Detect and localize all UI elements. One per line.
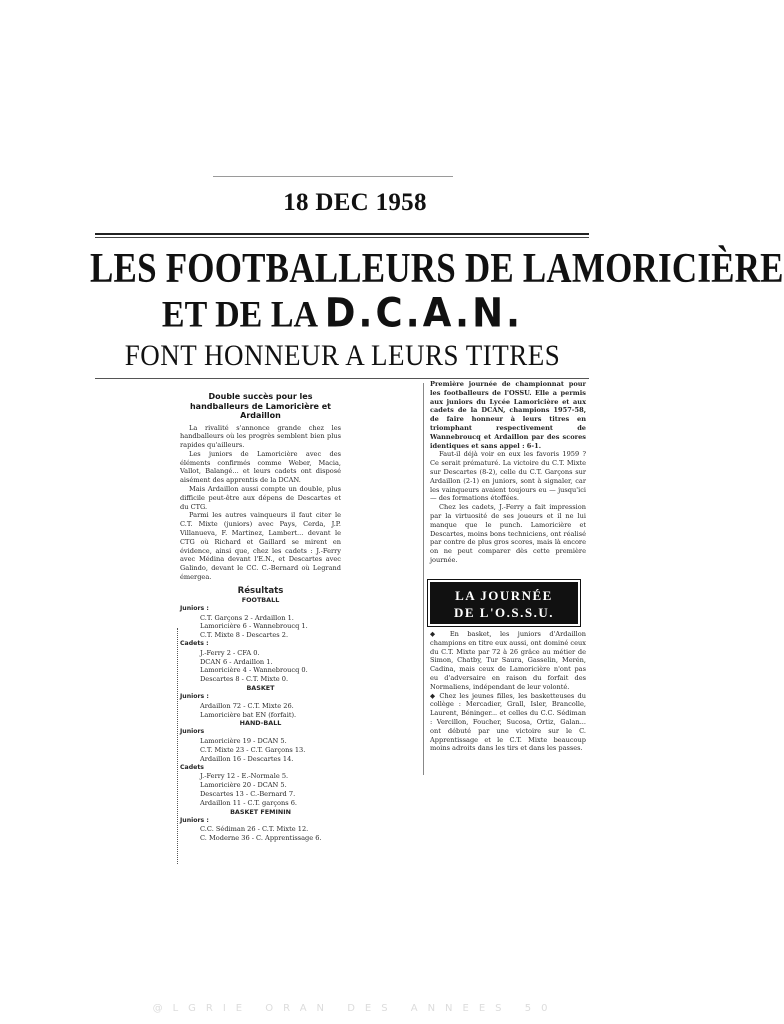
results-score-line: Descartes 13 - C.-Bernard 7. (200, 789, 296, 798)
results-score-line: Ardaillon 11 - C.T. garçons 6. (200, 798, 298, 807)
left-article-paragraph: Mais Ardaillon aussi compte un double, plus difficile peut-être aux dépens de Descartes et du CTG. (180, 485, 341, 511)
results-score-line: Lamoricière 19 - DCAN 5. (200, 737, 287, 746)
results-score-line: C.T. Mixte 23 - C.T. Garçons 13. (200, 746, 306, 754)
results-sport-heading: HAND-BALL (239, 719, 282, 728)
left-article (180, 392, 341, 843)
left-article-paragraph: Parmi les autres vainqueurs il faut citer le C.T. Mixte (juniors) avec Pays, Cerda, J.P. Villanueva, F. Martinez, Lambert... devant le CTG où Richard et Gaillard se mirent en évidence, ainsi que, chez les cadets : J.-Ferry avec Médina devant l'E.N., et Descartes avec Galindo, devant le CC. C.-Bernard où Legrand émergea. (180, 511, 341, 582)
headline-rule-top-thin (95, 237, 589, 238)
results-category: Cadets : (180, 640, 209, 648)
results-score-line: C.T. Garçons 2 - Ardaillon 1. (200, 613, 294, 622)
headline-rule-top (95, 233, 589, 235)
headline-line-1: LES FOOTBALLEURS DE LAMORICIÈRE (90, 244, 784, 292)
results-category: Juniors (180, 728, 205, 736)
right-article-paragraph: ◆ En basket, les juniors d'Ardaillon champions en titre eux aussi, ont dominé ceux du C.T. Mixte par 72 à 26 grâce au métier de Simon, Chatby, Tur Saura, Gasselin, Merén, Cadina, mais ceux de Lamoricière n'ont pas eu d'adversaire en raison du forfait des Normaliens, indépendant de leur volonté. (430, 630, 586, 691)
right-article-paragraph: ◆ Chez les jeunes filles, les basketteuses du collège : Mercadier, Grall, Isler, Brancolle, Laurent, Béninger... et celles du C.C. Sédiman : Vercillon, Foucher, Sucosa, Ortiz, Galan... ont débuté par une victoire sur le C. Apprentissage et le C.T. Mixte beaucoup moins adroits dans les tirs et dans les passes. (430, 691, 586, 753)
results-score-line: J.-Ferry 2 - CFA 0. (200, 648, 260, 657)
results-score-line: DCAN 6 - Ardaillon 1. (200, 657, 273, 666)
left-article-paragraph: La rivalité s'annonce grande chez les handballeurs où les progrès semblent bien plus rapides qu'ailleurs. (180, 423, 341, 450)
left-article-paragraph: Les juniors de Lamoricière avec des éléments confirmés comme Weber, Macia, Vallot, Balangé... et leurs cadets ont disposé aisément des apprentis de la DCAN. (180, 449, 341, 485)
results-score-line: C. Moderne 36 - C. Apprentissage 6. (200, 834, 322, 843)
right-article-paragraph: Faut-il déjà voir en eux les favoris 1959 ? Ce serait prématuré. La victoire du C.T. Mixte sur Descartes (8-2), celle du C.T. Garçons sur Ardaillon (2-1) en juniors, sont à signaler, car les vainqueurs avaient toujours eu — jusqu'ici — des formations étoffées. (430, 450, 586, 503)
results-category: Juniors : (180, 816, 209, 824)
results-score-line: Lamoricière 20 - DCAN 5. (200, 781, 287, 790)
results-category: Juniors : (180, 604, 209, 612)
headline-line-2-prefix: ET DE LA (161, 295, 317, 336)
results-score-line: C.C. Sédiman 26 - C.T. Mixte 12. (200, 825, 309, 834)
results-title: Résultats (237, 585, 284, 596)
results-score-line: Lamoricière bat EN (forfait). (200, 710, 297, 719)
ossu-heading-line-2: DE L'O.S.S.U. (453, 605, 555, 620)
right-article-continued (430, 630, 586, 753)
left-article-subhead: Double succès pour les handballeurs de Lamoricière et Ardaillon (189, 392, 331, 420)
ossu-heading-line-1: LA JOURNÉE (455, 588, 553, 603)
results-sport-heading: BASKET (246, 684, 275, 693)
column-divider (423, 383, 424, 775)
headline-line-2 (90, 290, 595, 336)
results-category: Juniors : (180, 693, 209, 701)
results-margin-mark (177, 628, 184, 864)
ossu-heading-box (430, 582, 578, 624)
results-score-line: Ardaillon 16 - Descartes 14. (200, 754, 294, 763)
results-score-line: J.-Ferry 12 - E.-Normale 5. (200, 772, 289, 781)
right-article (430, 380, 586, 565)
results-table (180, 596, 341, 843)
headline-rule-bottom (95, 378, 589, 379)
results-score-line: Descartes 8 - C.T. Mixte 0. (200, 675, 289, 684)
footer-watermark: @LGRIE ORAN DES ANNEES 50 (152, 1003, 558, 1014)
results-score-line: Lamoricière 4 - Wannebroucq 0. (200, 666, 308, 675)
right-article-paragraph: Chez les cadets, J.-Ferry a fait impression par la virtuosité de ses joueurs et il ne lui manque que le punch. Lamoricière et Descartes, moins bons techniciens, ont réalisé par contre de plus gros scores, mais là encore on ne peut comparer dès cette première journée. (430, 503, 586, 564)
results-score-line: Lamoricière 6 - Wannebroucq 1. (200, 622, 308, 631)
results-score-line: Ardaillon 72 - C.T. Mixte 26. (200, 701, 294, 710)
headline-line-3: FONT HONNEUR A LEURS TITRES (124, 339, 561, 372)
results-score-line: C.T. Mixte 8 - Descartes 2. (200, 631, 289, 640)
results-sport-heading: FOOTBALL (241, 595, 280, 604)
results-category: Cadets (180, 763, 204, 771)
clipping-date: 18 DEC 1958 (283, 189, 427, 216)
top-divider (213, 176, 453, 177)
right-article-lead: Première journée de championnat pour les footballeurs de l'OSSU. Elle a permis aux juniors du Lycée Lamoricière et aux cadets de la DCAN, champions 1957-58, de faire honneur à leurs titres en triomphant respectivement de Wannebroucq et Ardaillon par des scores identiques et sans appel : 6-1. (430, 380, 586, 450)
headline-line-2-dcan: D.C.A.N. (324, 290, 524, 337)
results-sport-heading: BASKET FEMININ (230, 807, 291, 816)
